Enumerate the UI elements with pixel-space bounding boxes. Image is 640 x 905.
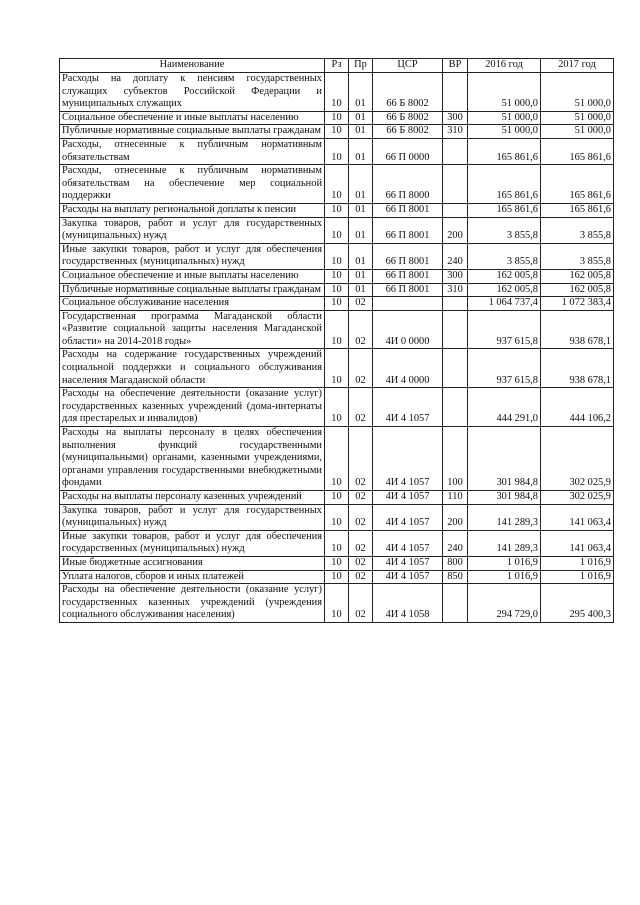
row-name: Расходы, отнесенные к публичным нормативным обязательствам — [60, 138, 325, 164]
row-rz: 10 — [325, 125, 349, 139]
row-2016: 1 064 737,4 — [468, 297, 541, 311]
budget-table — [59, 58, 614, 623]
row-2017: 1 016,9 — [541, 556, 614, 570]
row-rz: 10 — [325, 203, 349, 217]
row-2017: 1 072 383,4 — [541, 297, 614, 311]
row-2017: 302 025,9 — [541, 491, 614, 505]
row-2016: 51 000,0 — [468, 73, 541, 112]
document-page — [59, 58, 613, 623]
row-pr: 02 — [349, 570, 373, 584]
row-rz: 10 — [325, 217, 349, 243]
row-vr: 310 — [443, 125, 468, 139]
row-csr — [373, 297, 443, 311]
row-vr — [443, 138, 468, 164]
table-row — [60, 349, 614, 388]
row-2016: 301 984,8 — [468, 491, 541, 505]
row-2016: 141 289,3 — [468, 530, 541, 556]
row-2016: 165 861,6 — [468, 165, 541, 204]
row-pr: 02 — [349, 388, 373, 427]
row-name: Социальное обслуживание населения — [60, 297, 325, 311]
row-pr: 02 — [349, 297, 373, 311]
row-2016: 937 615,8 — [468, 349, 541, 388]
row-vr: 200 — [443, 217, 468, 243]
row-pr: 02 — [349, 504, 373, 530]
row-2016: 1 016,9 — [468, 556, 541, 570]
row-csr: 66 П 8000 — [373, 165, 443, 204]
row-pr: 01 — [349, 138, 373, 164]
row-rz: 10 — [325, 491, 349, 505]
table-row — [60, 570, 614, 584]
row-2016: 301 984,8 — [468, 427, 541, 491]
header-2017: 2017 год — [541, 59, 614, 73]
row-pr: 02 — [349, 584, 373, 623]
row-2017: 3 855,8 — [541, 243, 614, 269]
row-2016: 3 855,8 — [468, 243, 541, 269]
header-2016: 2016 год — [468, 59, 541, 73]
row-csr: 66 Б 8002 — [373, 111, 443, 125]
row-name: Расходы на доплату к пенсиям государственных служащих субъектов Российской Федерации и муниципальных служащих — [60, 73, 325, 112]
row-2016: 51 000,0 — [468, 125, 541, 139]
table-row — [60, 111, 614, 125]
row-rz: 10 — [325, 283, 349, 297]
row-2017: 295 400,3 — [541, 584, 614, 623]
row-pr: 01 — [349, 111, 373, 125]
row-vr — [443, 297, 468, 311]
row-name: Публичные нормативные социальные выплаты гражданам — [60, 125, 325, 139]
row-pr: 02 — [349, 556, 373, 570]
row-csr: 66 Б 8002 — [373, 125, 443, 139]
row-2017: 938 678,1 — [541, 310, 614, 349]
row-vr: 100 — [443, 427, 468, 491]
row-pr: 01 — [349, 125, 373, 139]
row-name: Расходы на выплаты персоналу в целях обеспечения выполнения функций государственными (муниципальными) органами, казенными учреждениями, органами управления государственными внебюджетными фондами — [60, 427, 325, 491]
row-pr: 01 — [349, 165, 373, 204]
row-name: Расходы на обеспечение деятельности (оказание услуг) государственных казенных учреждений (учреждения социального обслуживания населения) — [60, 584, 325, 623]
row-rz: 10 — [325, 584, 349, 623]
row-name: Расходы на обеспечение деятельности (оказание услуг) государственных казенных учреждений (дома-интернаты для престарелых и инвалидов) — [60, 388, 325, 427]
row-name: Уплата налогов, сборов и иных платежей — [60, 570, 325, 584]
row-name: Расходы на выплату региональной доплаты к пенсии — [60, 203, 325, 217]
row-2016: 937 615,8 — [468, 310, 541, 349]
table-row — [60, 584, 614, 623]
table-row — [60, 269, 614, 283]
row-pr: 01 — [349, 203, 373, 217]
row-csr: 4И 4 1057 — [373, 491, 443, 505]
row-csr: 66 П 8001 — [373, 283, 443, 297]
row-2016: 3 855,8 — [468, 217, 541, 243]
row-2017: 444 106,2 — [541, 388, 614, 427]
row-csr: 4И 4 0000 — [373, 349, 443, 388]
row-rz: 10 — [325, 427, 349, 491]
row-rz: 10 — [325, 138, 349, 164]
row-pr: 02 — [349, 491, 373, 505]
table-row — [60, 203, 614, 217]
row-rz: 10 — [325, 310, 349, 349]
row-2016: 162 005,8 — [468, 283, 541, 297]
row-name: Публичные нормативные социальные выплаты гражданам — [60, 283, 325, 297]
header-pr: Пр — [349, 59, 373, 73]
row-vr — [443, 584, 468, 623]
row-vr — [443, 73, 468, 112]
row-pr: 01 — [349, 269, 373, 283]
table-row — [60, 504, 614, 530]
row-rz: 10 — [325, 349, 349, 388]
row-name: Иные закупки товаров, работ и услуг для обеспечения государственных (муниципальных) нужд — [60, 530, 325, 556]
table-row — [60, 165, 614, 204]
row-vr — [443, 349, 468, 388]
table-row — [60, 427, 614, 491]
row-rz: 10 — [325, 243, 349, 269]
row-csr: 4И 4 1057 — [373, 530, 443, 556]
row-rz: 10 — [325, 388, 349, 427]
row-rz: 10 — [325, 111, 349, 125]
row-pr: 02 — [349, 530, 373, 556]
row-rz: 10 — [325, 297, 349, 311]
row-pr: 02 — [349, 310, 373, 349]
header-csr: ЦСР — [373, 59, 443, 73]
header-rz: Рз — [325, 59, 349, 73]
row-pr: 02 — [349, 427, 373, 491]
row-name: Иные закупки товаров, работ и услуг для обеспечения государственных (муниципальных) нужд — [60, 243, 325, 269]
row-name: Государственная программа Магаданской области «Развитие социальной защиты населения Магаданской области» на 2014-2018 годы» — [60, 310, 325, 349]
row-2016: 141 289,3 — [468, 504, 541, 530]
row-name: Расходы на выплаты персоналу казенных учреждений — [60, 491, 325, 505]
row-name: Социальное обеспечение и иные выплаты населению — [60, 111, 325, 125]
row-2017: 165 861,6 — [541, 203, 614, 217]
row-2016: 165 861,6 — [468, 138, 541, 164]
row-2016: 165 861,6 — [468, 203, 541, 217]
row-name: Расходы, отнесенные к публичным нормативным обязательствам на обеспечение мер социальной поддержки — [60, 165, 325, 204]
row-vr: 850 — [443, 570, 468, 584]
row-pr: 01 — [349, 243, 373, 269]
row-csr: 66 П 8001 — [373, 217, 443, 243]
row-2017: 162 005,8 — [541, 269, 614, 283]
table-row — [60, 283, 614, 297]
table-row — [60, 73, 614, 112]
row-2017: 141 063,4 — [541, 530, 614, 556]
row-rz: 10 — [325, 530, 349, 556]
row-2017: 938 678,1 — [541, 349, 614, 388]
table-header-row — [60, 59, 614, 73]
row-2017: 3 855,8 — [541, 217, 614, 243]
row-pr: 01 — [349, 73, 373, 112]
row-2017: 51 000,0 — [541, 125, 614, 139]
row-2017: 302 025,9 — [541, 427, 614, 491]
row-vr: 310 — [443, 283, 468, 297]
row-name: Иные бюджетные ассигнования — [60, 556, 325, 570]
row-vr: 300 — [443, 111, 468, 125]
row-vr: 800 — [443, 556, 468, 570]
row-csr: 4И 4 1057 — [373, 388, 443, 427]
row-vr: 200 — [443, 504, 468, 530]
row-rz: 10 — [325, 556, 349, 570]
row-2017: 165 861,6 — [541, 165, 614, 204]
row-csr: 66 П 8001 — [373, 269, 443, 283]
row-vr — [443, 388, 468, 427]
row-2017: 1 016,9 — [541, 570, 614, 584]
row-vr: 300 — [443, 269, 468, 283]
table-row — [60, 138, 614, 164]
table-row — [60, 125, 614, 139]
table-row — [60, 310, 614, 349]
row-2016: 294 729,0 — [468, 584, 541, 623]
row-vr — [443, 165, 468, 204]
row-pr: 01 — [349, 283, 373, 297]
row-2017: 165 861,6 — [541, 138, 614, 164]
table-row — [60, 491, 614, 505]
row-rz: 10 — [325, 504, 349, 530]
row-pr: 01 — [349, 217, 373, 243]
row-name: Социальное обеспечение и иные выплаты населению — [60, 269, 325, 283]
row-vr: 240 — [443, 530, 468, 556]
row-name: Расходы на содержание государственных учреждений социальной поддержки и социального обслуживания населения Магаданской области — [60, 349, 325, 388]
row-csr: 4И 4 1058 — [373, 584, 443, 623]
row-rz: 10 — [325, 269, 349, 283]
row-csr: 4И 0 0000 — [373, 310, 443, 349]
row-vr: 240 — [443, 243, 468, 269]
row-vr: 110 — [443, 491, 468, 505]
table-row — [60, 556, 614, 570]
header-vr: ВР — [443, 59, 468, 73]
row-pr: 02 — [349, 349, 373, 388]
row-vr — [443, 203, 468, 217]
row-csr: 4И 4 1057 — [373, 556, 443, 570]
row-2016: 162 005,8 — [468, 269, 541, 283]
table-row — [60, 243, 614, 269]
row-vr — [443, 310, 468, 349]
row-2017: 141 063,4 — [541, 504, 614, 530]
row-csr: 66 П 8001 — [373, 243, 443, 269]
row-csr: 66 П 0000 — [373, 138, 443, 164]
row-csr: 66 П 8001 — [373, 203, 443, 217]
row-name: Закупка товаров, работ и услуг для государственных (муниципальных) нужд — [60, 504, 325, 530]
row-csr: 4И 4 1057 — [373, 504, 443, 530]
table-row — [60, 217, 614, 243]
row-rz: 10 — [325, 73, 349, 112]
row-2017: 162 005,8 — [541, 283, 614, 297]
row-2016: 1 016,9 — [468, 570, 541, 584]
row-2017: 51 000,0 — [541, 111, 614, 125]
table-row — [60, 297, 614, 311]
row-csr: 4И 4 1057 — [373, 427, 443, 491]
table-row — [60, 388, 614, 427]
row-2016: 444 291,0 — [468, 388, 541, 427]
header-name: Наименование — [60, 59, 325, 73]
row-rz: 10 — [325, 570, 349, 584]
row-name: Закупка товаров, работ и услуг для государственных (муниципальных) нужд — [60, 217, 325, 243]
table-row — [60, 530, 614, 556]
row-2016: 51 000,0 — [468, 111, 541, 125]
row-rz: 10 — [325, 165, 349, 204]
row-csr: 4И 4 1057 — [373, 570, 443, 584]
row-2017: 51 000,0 — [541, 73, 614, 112]
row-csr: 66 Б 8002 — [373, 73, 443, 112]
